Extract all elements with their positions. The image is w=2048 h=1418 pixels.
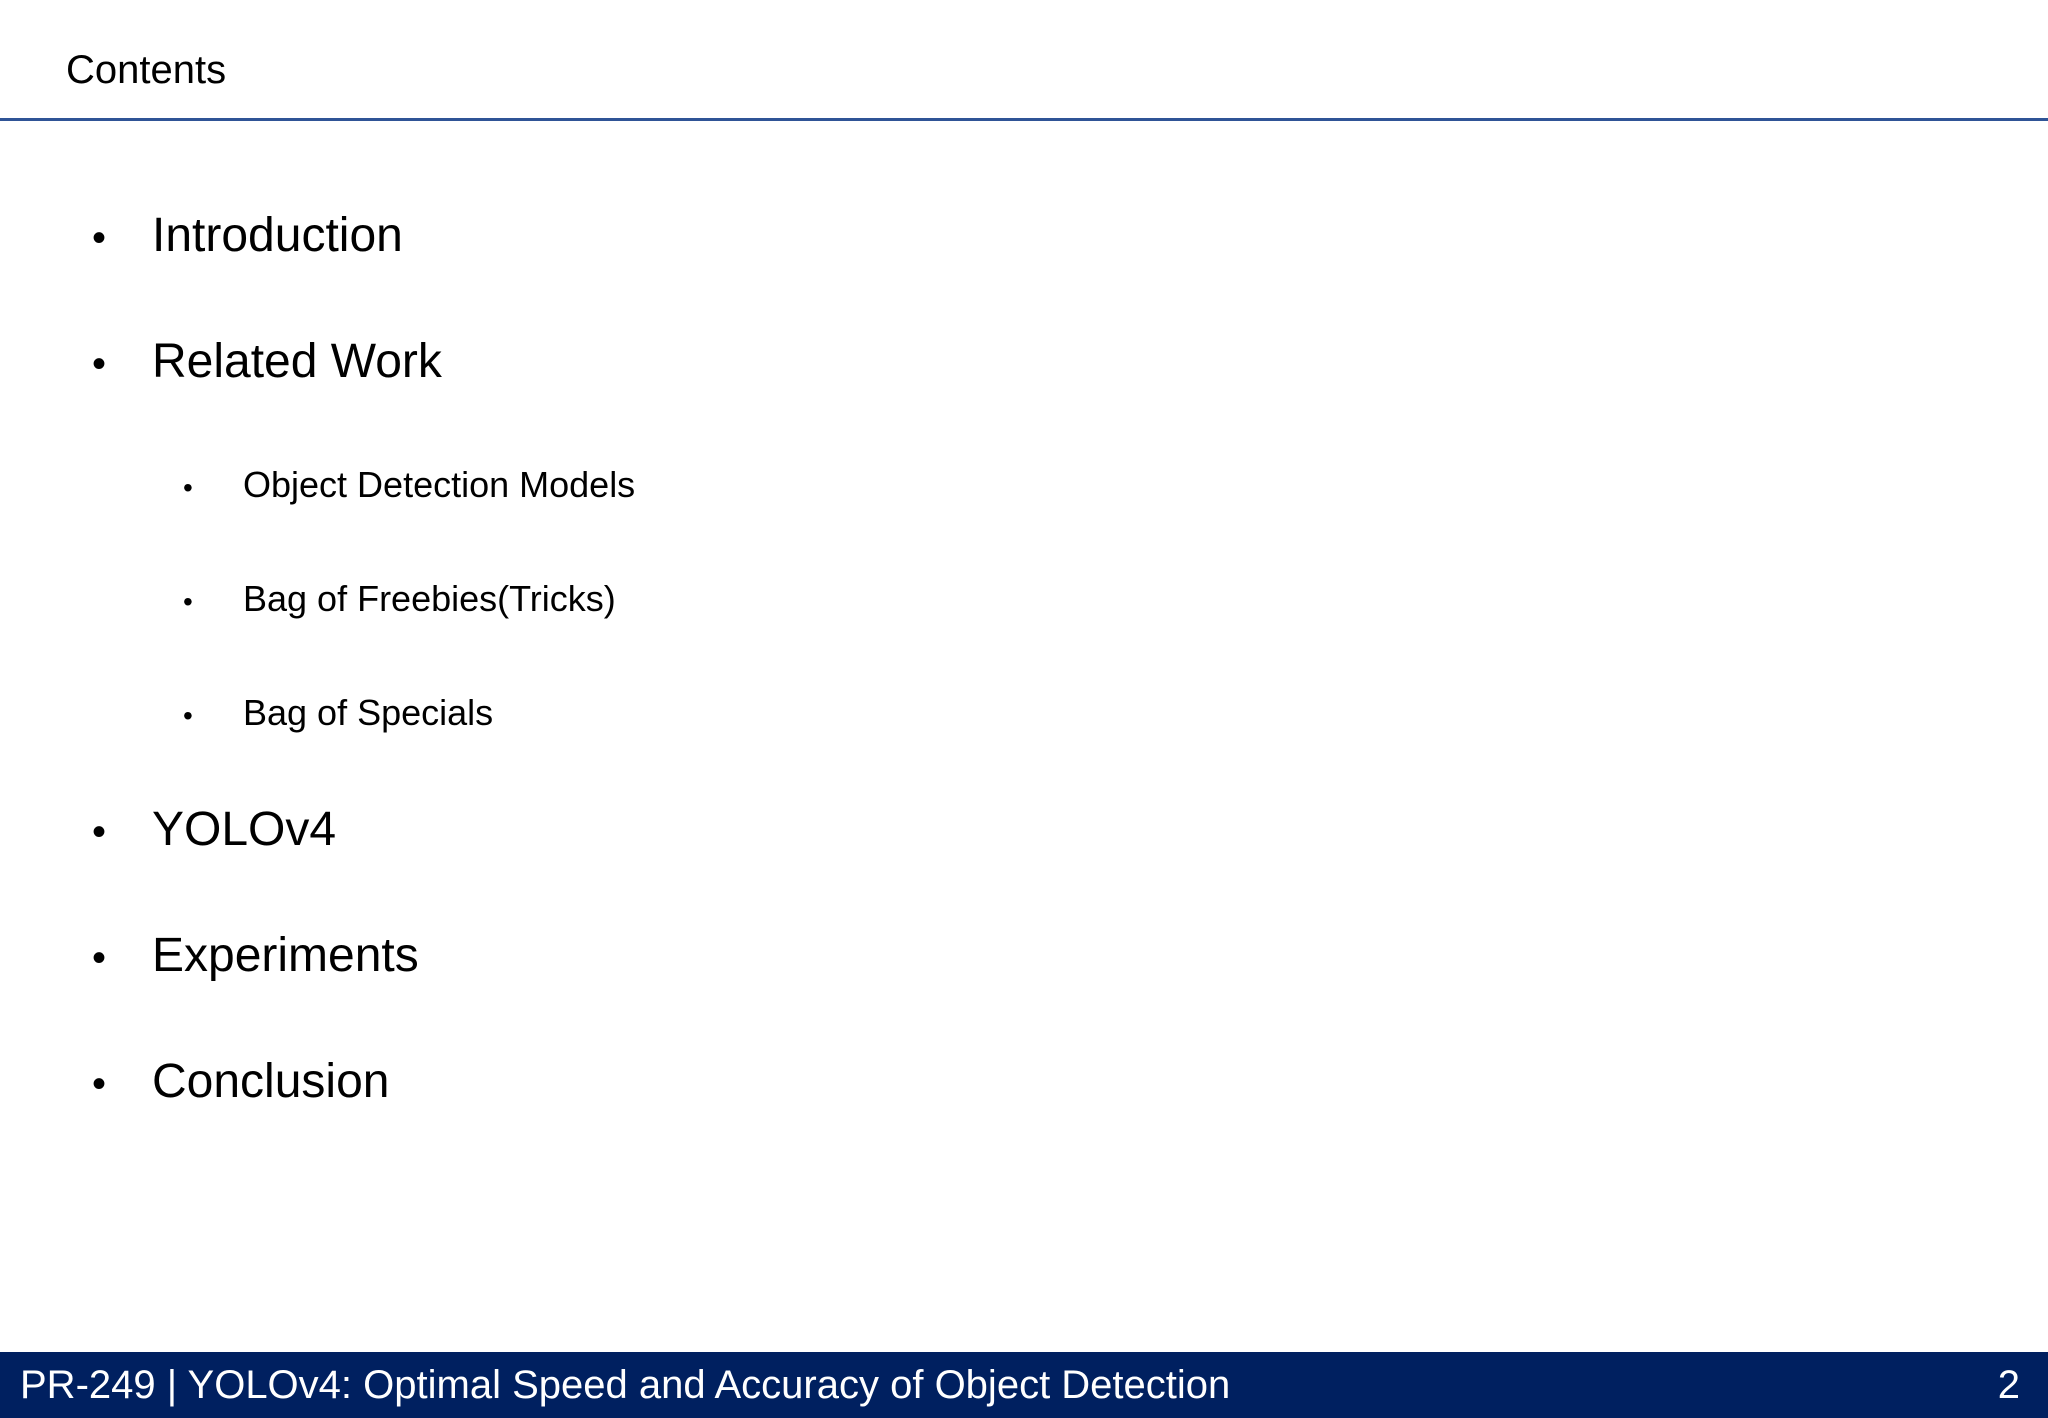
toc-item-label: Introduction <box>152 209 403 262</box>
bullet-icon: • <box>92 216 107 260</box>
toc-item-label: Conclusion <box>152 1055 390 1108</box>
bullet-icon: • <box>92 936 107 980</box>
slide-title: Contents <box>66 48 227 92</box>
bullet-icon: • <box>92 342 107 386</box>
toc-item-conclusion <box>92 1052 389 1114</box>
bullet-icon: • <box>183 586 193 617</box>
toc-item-related-work <box>92 332 442 394</box>
toc-item-label: Bag of Freebies(Tricks) <box>243 578 616 619</box>
footer-presentation-title: PR-249 | YOLOv4: Optimal Speed and Accuracy of Object Detection <box>20 1363 1231 1407</box>
toc-item-label: YOLOv4 <box>152 803 337 856</box>
toc-item-label: Related Work <box>152 335 442 388</box>
bullet-icon: • <box>92 1062 107 1106</box>
toc-item-label: Object Detection Models <box>243 464 636 505</box>
slide-footer <box>0 1352 2048 1418</box>
toc-subitem-bag-of-specials <box>183 691 493 738</box>
toc-subitem-object-detection-models <box>183 463 635 510</box>
page-number: 2 <box>1997 1363 2020 1407</box>
toc-item-introduction <box>92 206 403 268</box>
bullet-icon: • <box>92 810 107 854</box>
bullet-icon: • <box>183 700 193 731</box>
toc-item-experiments <box>92 926 419 988</box>
toc-item-yolov4 <box>92 800 336 862</box>
bullet-icon: • <box>183 472 193 503</box>
toc-item-label: Bag of Specials <box>243 692 494 733</box>
toc-subitem-bag-of-freebies <box>183 577 616 624</box>
toc-item-label: Experiments <box>152 929 419 982</box>
